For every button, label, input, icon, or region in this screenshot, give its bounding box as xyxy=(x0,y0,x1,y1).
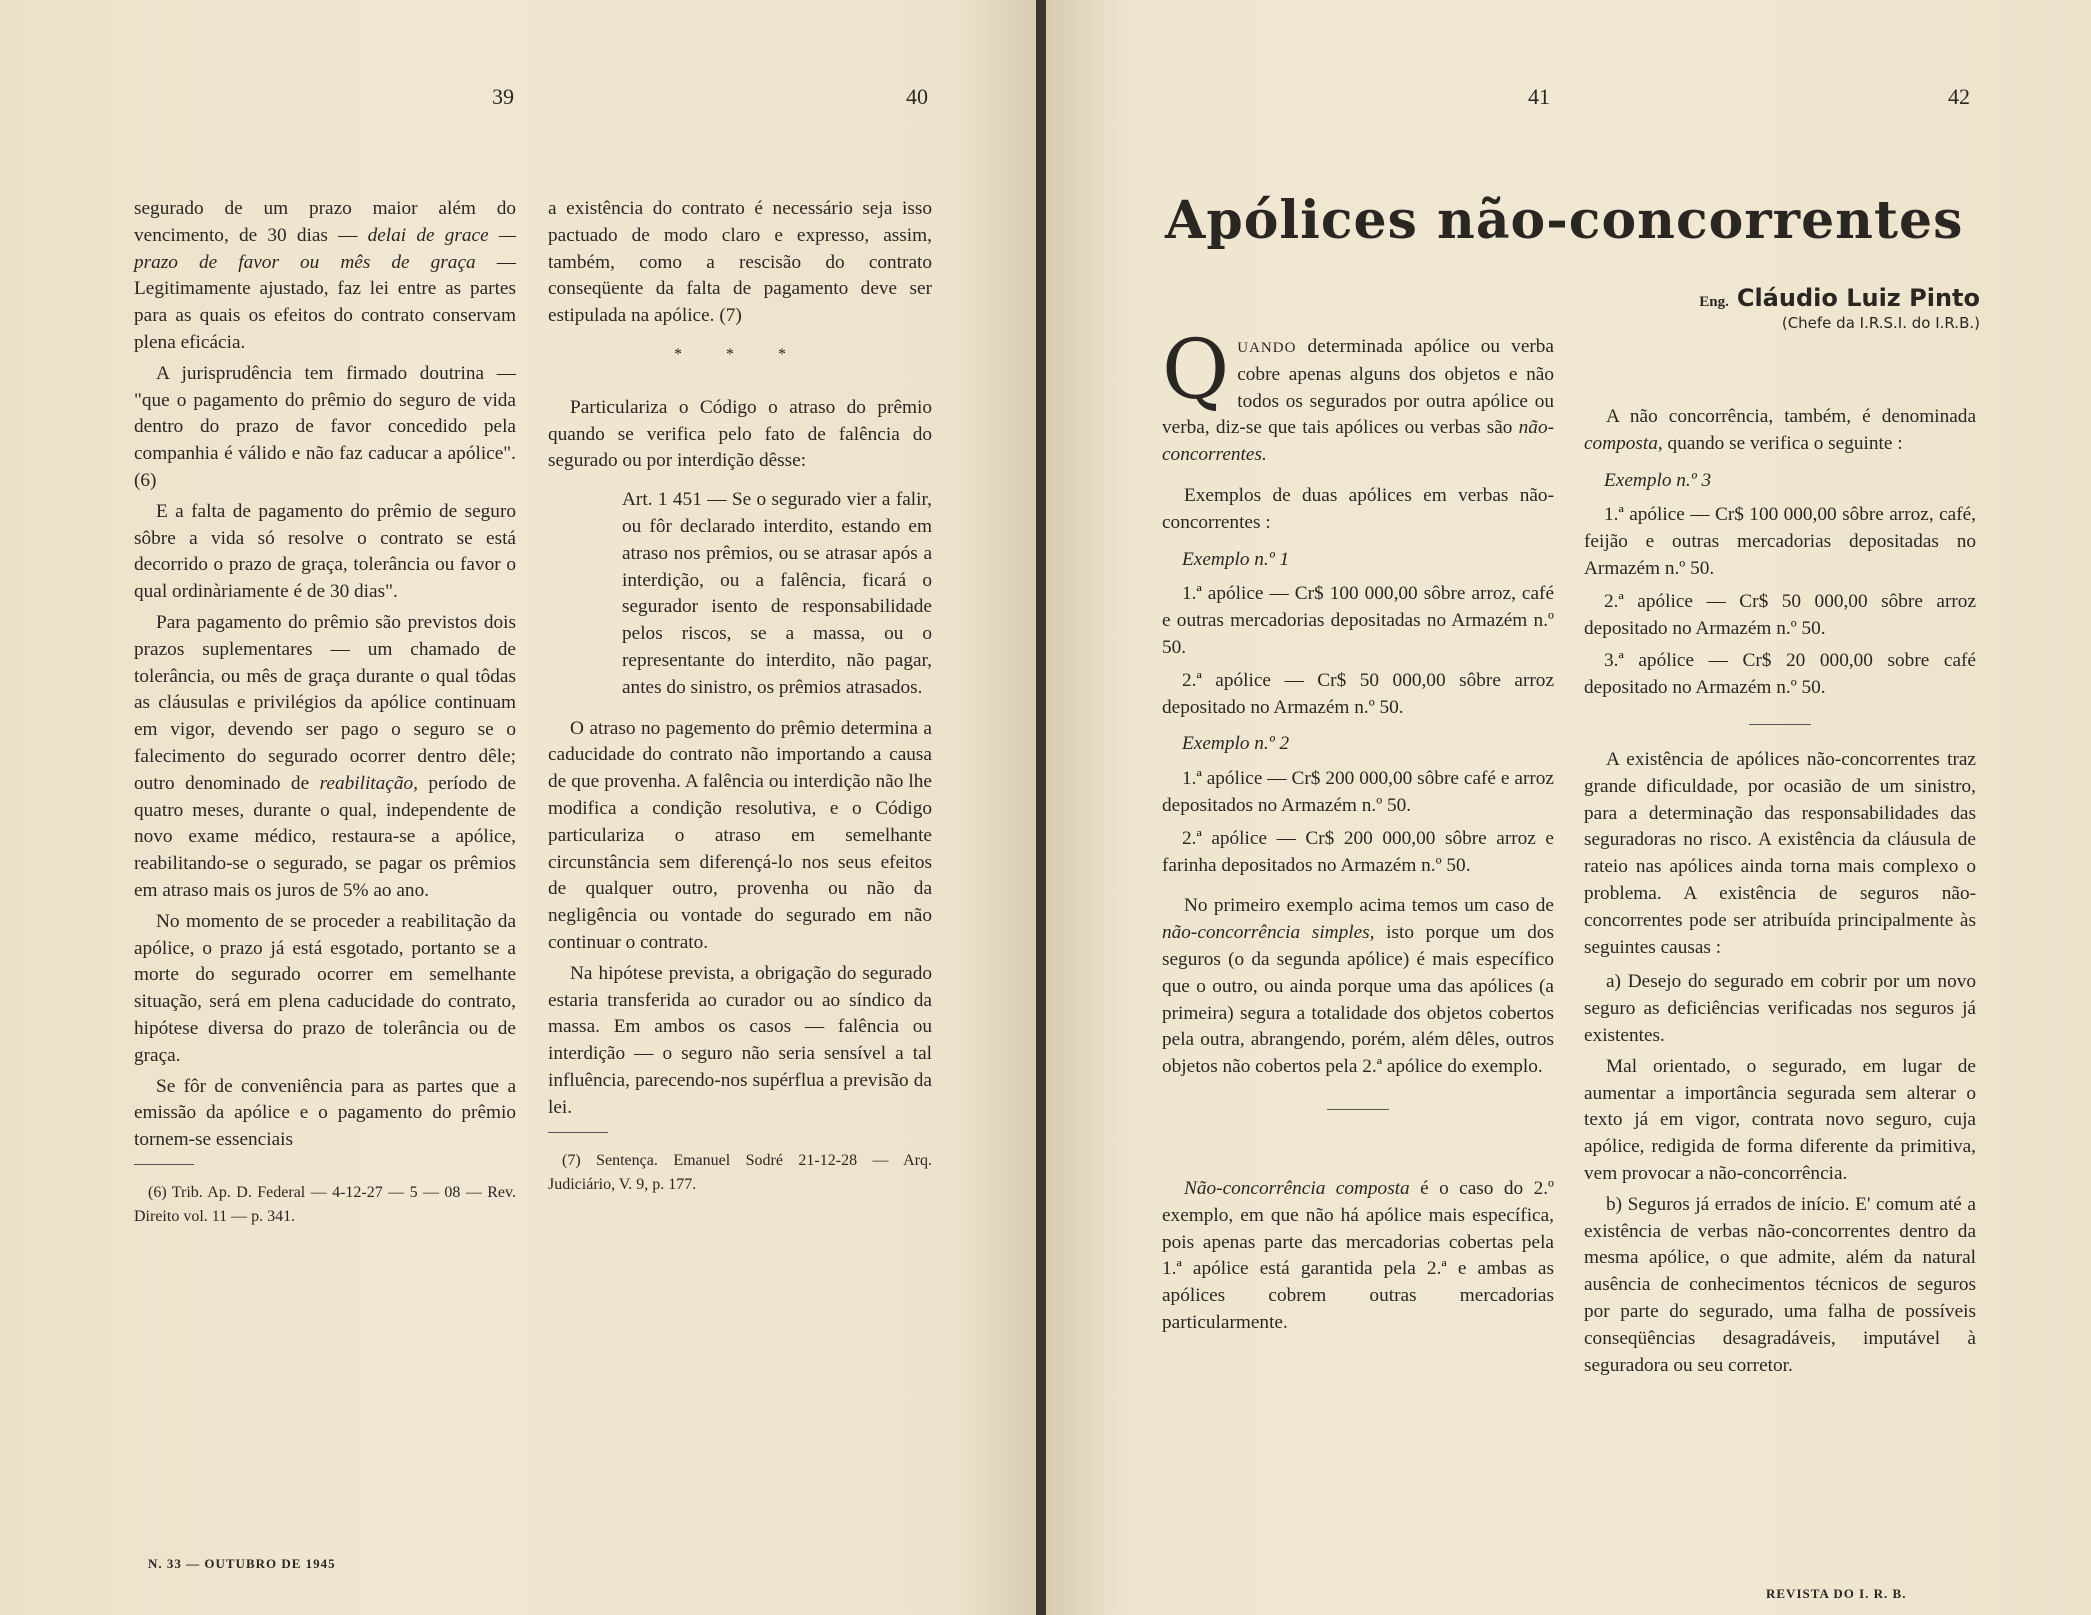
example-label: Exemplo n.º 2 xyxy=(1182,733,1290,755)
example-item: 2.ª apólice — Cr$ 50 000,00 sôbre arroz depositado no Armazém n.º 50. xyxy=(1584,590,1976,639)
italic-text: delai de grace — prazo de favor ou mês de graça xyxy=(134,224,516,273)
text: quando se verifica o seguinte : xyxy=(1662,432,1903,454)
footnote-rule xyxy=(548,1132,608,1133)
author-prefix: Eng. xyxy=(1699,294,1729,310)
paragraph: A jurisprudência tem firmado doutrina — "que o pagamento do prêmio do seguro de vida dentro do prazo de favor concedido pela companhia é válido e não faz caducar a apólice". (6) xyxy=(134,362,516,491)
paragraph: No momento de se proceder a reabilitação da apólice, o prazo já está esgotado, portanto se a morte do segurado ocorrer em semelhante situação, será em plena caducidade do contrato, hipótese diversa do prazo de tolerância ou de graça. xyxy=(134,910,516,1066)
author-role: (Chefe da I.R.S.I. do I.R.B.) xyxy=(1781,314,1980,332)
text: segurado de um prazo maior além do vencimento, de 30 dias — xyxy=(134,198,516,246)
footnote-6: (6) Trib. Ap. D. Federal — 4-12-27 — 5 — 08 — Rev. Direito vol. 11 — p. 341. xyxy=(134,1183,516,1225)
page-39-column xyxy=(134,196,516,1229)
paragraph: a existência do contrato é necessário seja isso pactuado de modo claro e expresso, assim, também, como a rescisão do contrato conseqüente da falta de pagamento deve ser estipulada na apólice. (7) xyxy=(548,198,932,327)
text: — Legitimamente ajustado, faz lei entre as partes para as quais os efeitos do contrato conservam plena eficácia. xyxy=(134,251,516,353)
paragraph xyxy=(1584,404,1976,458)
section-rule xyxy=(1327,1109,1389,1110)
drop-cap: Q xyxy=(1162,323,1230,418)
example-item: 2.ª apólice — Cr$ 50 000,00 sôbre arroz depositado no Armazém n.º 50. xyxy=(1162,669,1554,718)
paragraph: a) Desejo do segurado em cobrir por um novo seguro as deficiências verificadas nos seguros já existentes. xyxy=(1584,971,1976,1046)
paragraph: b) Seguros já errados de início. E' comum até a existência de verbas não-concorrentes dentro da mesma apólice, o que admite, além da natural ausência de conhecimentos técnicos de seguros por parte do segurado, uma falha de possíveis conseqüências desagradáveis, imputável à seguradora ou seu corretor. xyxy=(1584,1193,1976,1376)
paragraph: Na hipótese prevista, a obrigação do segurado estaria transferida ao curador ou ao síndico da massa. Em ambos os casos — falência ou interdição — o seguro não seria sensível a tal influência, parecendo-nos supérflua a previsão da lei. xyxy=(548,962,932,1118)
text: Para pagamento do prêmio são previstos dois prazos suplementares — um chamado de tolerância, ou mês de graça durante o qual tôdas as cláusulas e privilégios da apólice continuam em vigor, devendo ser pago o seguro se o falecimento do segurado ocorrer dentro dêle; outro denominado de xyxy=(134,611,516,794)
paragraph: E a falta de pagamento do prêmio de seguro sôbre a vida só resolve o contrato se está decorrido o prazo de graça, tolerância ou favor o qual ordinàriamente é de 30 dias". xyxy=(134,500,516,603)
page-number-39: 39 xyxy=(492,84,514,109)
paragraph: A existência de apólices não-concorrentes traz grande dificuldade, por ocasião de um sinistro, para a determinação das responsabilidades das seguradoras no risco. A existência da cláusula de rateio nas apólices ainda torna mais complexo o problema. A existência de seguros não-concorrentes pode ser atribuída principalmente às seguintes causas : xyxy=(1584,748,1976,958)
paragraph: O atraso no pagemento do prêmio determina a caducidade do contrato não importando a causa de que provenha. A falência ou interdição não lhe modifica a condição resolutiva, e o Código particulariza o atraso em semelhante circunstância sem diferençá-lo nos seus efeitos de qualquer outro, provenha ou não da negligência ou vontade do segurado em não continuar o contrato. xyxy=(548,717,932,953)
paragraph xyxy=(1162,893,1554,1081)
text: A não concorrência, também, é denominada xyxy=(1606,406,1976,427)
example-item: 1.ª apólice — Cr$ 100 000,00 sôbre arroz, café e outras mercadorias depositadas no Armazém n.º 50. xyxy=(1162,583,1554,658)
section-separator: * * * xyxy=(674,345,806,363)
publication-footer: REVISTA DO I. R. B. xyxy=(1766,1586,1907,1601)
text: período de quatro meses, durante o qual, independente de novo exame médico, restaura-se a apólice, reabilitando-se o segurado, se pagar os prêmios em atraso mais os juros de 5% ao ano. xyxy=(134,772,516,901)
example-item: 1.ª apólice — Cr$ 200 000,00 sôbre café e arroz depositados no Armazém n.º 50. xyxy=(1162,768,1554,816)
paragraph xyxy=(134,610,516,905)
italic-text: Não-concorrência composta xyxy=(1184,1177,1410,1199)
lead-paragraph xyxy=(1162,323,1554,469)
text: é o caso do 2.º exemplo, em que não há apólice mais específica, pois apenas parte das mercadorias cobertas pela 1.ª apólice está garantida pela 2.ª e ambas as apólices cobrem outras mercadorias particularmente. xyxy=(1162,1177,1555,1333)
lead-word: UANDO xyxy=(1237,340,1297,356)
italic-text: não-concorrência simples, xyxy=(1162,922,1375,944)
page-42-column xyxy=(1584,404,1976,1383)
paragraph: Particulariza o Código o atraso do prêmio quando se verifica pelo fato de falência do segurado ou por interdição dêsse: xyxy=(548,396,932,472)
example-label: Exemplo n.º 1 xyxy=(1182,548,1290,570)
italic-text: não-concorrentes. xyxy=(1162,417,1554,466)
example-item: 2.ª apólice — Cr$ 200 000,00 sôbre arroz e farinha depositados no Armazém n.º 50. xyxy=(1162,827,1554,876)
paragraph xyxy=(134,196,516,357)
italic-text: reabilitação, xyxy=(319,772,418,794)
page-number-42: 42 xyxy=(1948,84,1970,109)
paragraph: Se fôr de conveniência para as partes que a emissão da apólice e o pagamento do prêmio tornem-se essenciais xyxy=(134,1075,516,1151)
page-number-41: 41 xyxy=(1528,84,1550,109)
footnote-rule xyxy=(134,1164,194,1165)
section-rule xyxy=(1749,724,1811,725)
issue-footer: N. 33 — OUTUBRO DE 1945 xyxy=(148,1556,336,1571)
paragraph: Mal orientado, o segurado, em lugar de aumentar a importância segurada sem alterar o texto já em vigor, contrata novo seguro, cuja apólice, redigida de forma diferente da primitiva, vem provocar a não-concorrência. xyxy=(1584,1055,1976,1184)
example-item: 3.ª apólice — Cr$ 20 000,00 sobre café depositado no Armazém n.º 50. xyxy=(1584,650,1976,699)
example-item: 1.ª apólice — Cr$ 100 000,00 sôbre arroz, café, feijão e outras mercadorias depositadas no Armazém n.º 50. xyxy=(1584,504,1976,579)
author-name: Cláudio Luiz Pinto xyxy=(1736,284,1980,312)
text: isto porque um dos seguros (o da segunda apólice) é mais específico que o outro, ou ainda porque uma das apólices (a primeira) segura a totalidade dos objetos cobertos pela outra, abrangendo, porém, além dêles, outros objetos não cobertos pela 2.ª apólice do exemplo. xyxy=(1162,922,1554,1078)
page-41-column xyxy=(1162,323,1555,1341)
paragraph: Exemplos de duas apólices em verbas não-concorrentes : xyxy=(1162,484,1554,533)
text: determinada apólice ou verba cobre apenas alguns dos objetos e não todos os segurados por outra apólice ou verba, diz-se que tais apólices ou verbas são xyxy=(1162,336,1554,439)
text: No primeiro exemplo acima temos um caso de xyxy=(1184,895,1554,917)
legal-quote: Art. 1 451 — Se o segurado vier a falir, ou fôr declarado interdito, estando em atraso nos prêmios, ou se atrasar após a interdição, ou a falência, ficará o segurador isento de responsabilidade pelos riscos, se a massa, ou o representante do interdito, não pagar, antes do sinistro, os prêmios atrasados. xyxy=(622,489,932,698)
article-title: Apólices não-concorrentes xyxy=(1165,190,1964,251)
footnote-7: (7) Sentença. Emanuel Sodré 21-12-28 — Arq. Judiciário, V. 9, p. 177. xyxy=(548,1151,932,1193)
example-label: Exemplo n.º 3 xyxy=(1604,469,1712,491)
italic-text: composta, xyxy=(1584,432,1663,454)
page-40-column xyxy=(548,196,932,1197)
paragraph xyxy=(1162,1176,1554,1337)
page-number-40: 40 xyxy=(906,84,928,109)
author-block xyxy=(1600,284,1980,332)
